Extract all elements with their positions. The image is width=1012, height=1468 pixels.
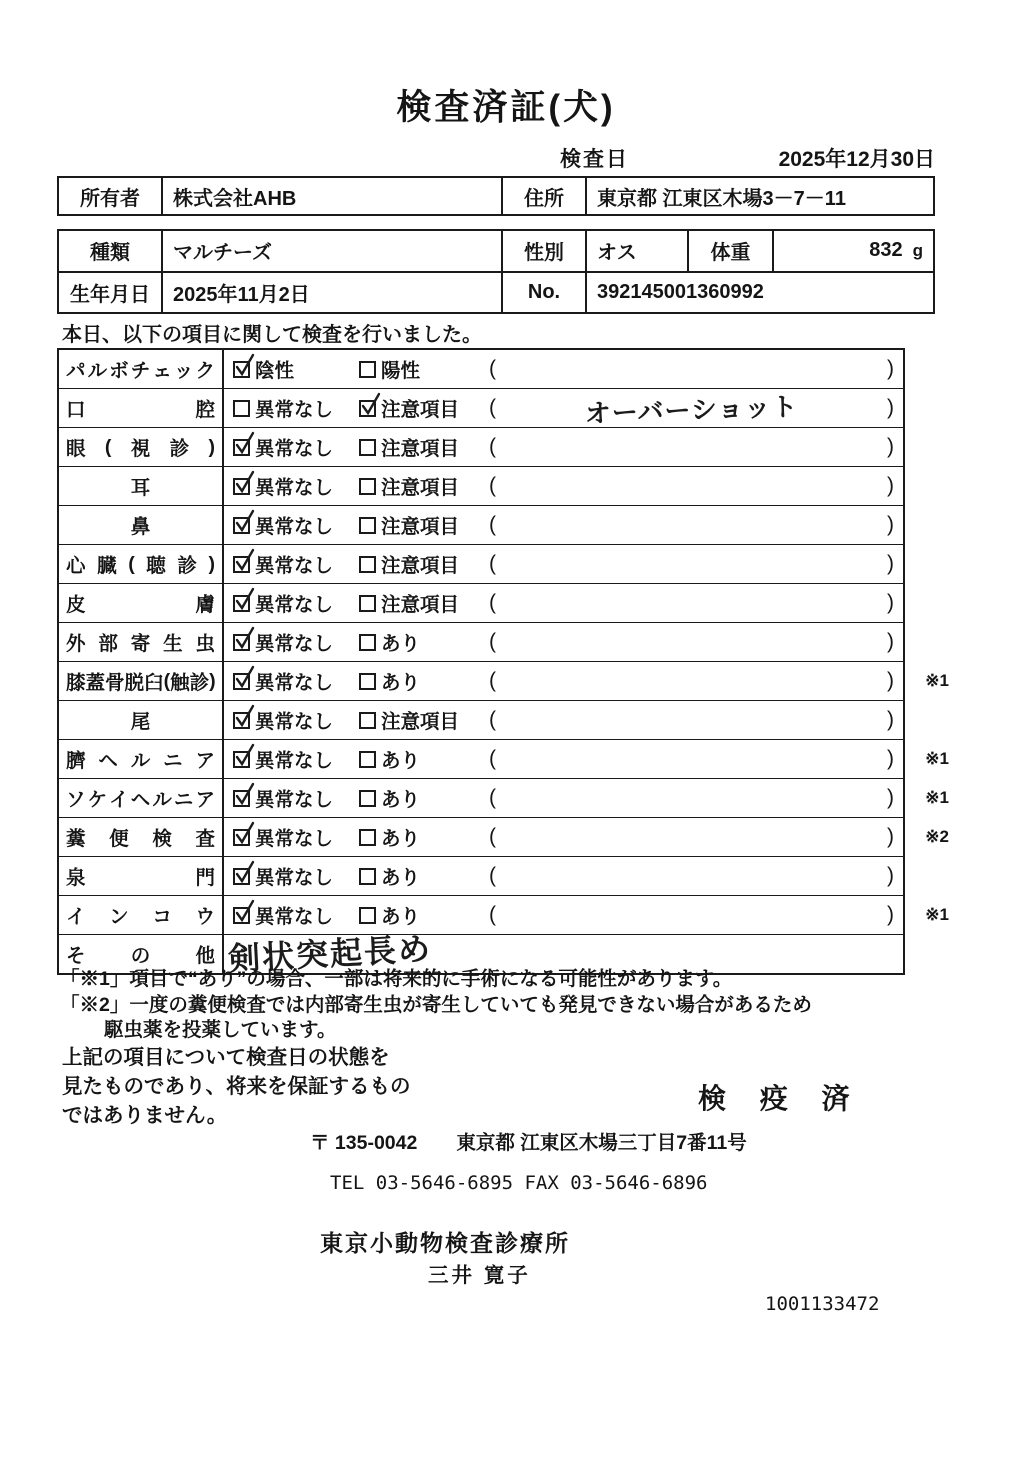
checkbox-unchecked: [359, 634, 376, 651]
option-label: 異常なし: [255, 633, 334, 655]
footnote-1: 「※1」項目で“あり”の場合、一部は将来的に手術になる可能性があります。: [60, 968, 733, 990]
option-group: [359, 745, 489, 773]
checkbox-unchecked: [359, 595, 376, 612]
checkbox-checked: [233, 361, 250, 378]
footnote-ref: ※1: [925, 749, 949, 768]
exam-item-result: [224, 506, 903, 544]
paren-close: ): [887, 747, 894, 770]
paren-open: (: [489, 747, 496, 770]
paren-open: (: [489, 786, 496, 809]
option-group: [359, 706, 489, 734]
handwritten-note: オーバーショット: [584, 390, 799, 429]
option-label: 異常なし: [255, 399, 334, 421]
exam-item-label: そ の 他: [59, 935, 224, 973]
disclaimer-line-3: ではありません。: [62, 1104, 228, 1128]
exam-row: [59, 700, 903, 739]
exam-row: [59, 817, 949, 856]
exam-row: [59, 466, 903, 505]
examiner-name: 三井 寛子: [428, 1264, 531, 1287]
option-group: [224, 862, 359, 890]
quarantine-stamp: 検 疫 済: [698, 1083, 863, 1114]
exam-item-label: 口 腔: [59, 389, 224, 427]
checkmark-icon: [233, 625, 257, 653]
checkbox-checked: [359, 400, 376, 417]
option-label: 異常なし: [255, 594, 334, 616]
option-group: [224, 745, 359, 773]
paren-close: ): [887, 396, 894, 419]
checkbox-unchecked: [359, 556, 376, 573]
paren-open: (: [489, 357, 496, 380]
intro-line: 本日、以下の項目に関して検査を行いました。: [62, 324, 482, 346]
option-group: [359, 862, 489, 890]
exam-item-result: [224, 818, 903, 856]
sex-value: オス: [585, 231, 687, 271]
exam-item-label: 糞 便 検 査: [59, 818, 224, 856]
breed-value: マルチーズ: [161, 231, 501, 271]
weight-number: 832: [869, 239, 903, 262]
checkbox-checked: [233, 595, 250, 612]
option-group: [224, 589, 359, 617]
paren-close: ): [887, 591, 894, 614]
paren-close: ): [887, 903, 894, 926]
exam-row: [59, 505, 903, 544]
paren-open: (: [489, 591, 496, 614]
exam-item-label: 泉 門: [59, 857, 224, 895]
checkbox-unchecked: [359, 829, 376, 846]
exam-item-result: [224, 623, 903, 661]
option-group: [224, 550, 359, 578]
exam-item-label: ソ ケ イ ヘ ル ニ ア: [59, 779, 224, 817]
option-group: [224, 433, 359, 461]
exam-item-result: [224, 428, 903, 466]
option-label: あり: [381, 867, 421, 889]
option-label: あり: [381, 906, 421, 928]
option-label: 異常なし: [255, 516, 334, 538]
birth-value: 2025年11月2日: [161, 273, 501, 313]
checkmark-icon: [233, 508, 257, 536]
checkbox-unchecked: [359, 439, 376, 456]
clinic-postal-address: 〒 135-0042 東京都 江東区木場三丁目7番11号: [310, 1132, 747, 1154]
checkmark-icon: [233, 820, 257, 848]
paren-close: ): [887, 630, 894, 653]
paren-open: (: [489, 903, 496, 926]
exam-item-result: [224, 779, 903, 817]
paren-open: (: [489, 435, 496, 458]
document-serial: 1001133472: [765, 1293, 880, 1315]
owner-label: 所有者: [80, 187, 140, 210]
clinic-name: 東京小動物検査診療所: [320, 1230, 570, 1256]
no-value: 392145001360992: [585, 273, 933, 313]
option-group: [359, 511, 489, 539]
handwritten-note: 剣状突起長め: [227, 930, 433, 978]
paren-close: ): [887, 825, 894, 848]
option-group: [359, 472, 489, 500]
exam-item-result: [224, 896, 903, 934]
exam-item-label: 外 部 寄 生 虫: [59, 623, 224, 661]
checkmark-icon: [233, 352, 257, 380]
option-label: 注意項目: [381, 399, 460, 421]
option-label: 異常なし: [255, 711, 334, 733]
option-group: [224, 784, 359, 812]
checkbox-checked: [233, 673, 250, 690]
no-label: No.: [501, 273, 585, 313]
option-group: [359, 589, 489, 617]
owner-table: [57, 176, 935, 216]
paren-open: (: [489, 864, 496, 887]
info-table: [57, 229, 935, 314]
paren-close: ): [887, 435, 894, 458]
paren-open: (: [489, 552, 496, 575]
owner-row: [59, 178, 933, 214]
checkbox-unchecked: [359, 517, 376, 534]
footnote-2: 「※2」一度の糞便検査では内部寄生虫が寄生していても発見できない場合があるため: [60, 994, 812, 1016]
exam-item-label: 膝 蓋 骨 脱 臼 ( 触 診 ): [59, 662, 224, 700]
option-group: [359, 901, 489, 929]
checkmark-icon: [233, 859, 257, 887]
footnote-ref: ※2: [925, 827, 949, 846]
option-label: 注意項目: [381, 594, 460, 616]
exam-item-result: [224, 350, 903, 388]
paren-close: ): [887, 357, 894, 380]
birth-row: [59, 271, 933, 313]
disclaimer-line-1: 上記の項目について検査日の状態を: [62, 1046, 390, 1069]
address-value: 東京都 江東区木場3－7－11: [585, 178, 933, 214]
checkbox-unchecked: [359, 868, 376, 885]
option-group: [224, 394, 359, 422]
checkbox-checked: [233, 712, 250, 729]
option-label: 陽性: [381, 360, 421, 382]
checkbox-unchecked: [359, 673, 376, 690]
option-group: [224, 472, 359, 500]
option-label: 陰性: [255, 360, 295, 382]
sex-label: 性別: [501, 231, 585, 271]
checkmark-icon: [233, 898, 257, 926]
option-label: 注意項目: [381, 438, 460, 460]
exam-item-label: 臍 ヘ ル ニ ア: [59, 740, 224, 778]
checkmark-icon: [233, 703, 257, 731]
exam-row: [59, 778, 949, 817]
checkbox-checked: [233, 751, 250, 768]
exam-item-label: パ ル ボ チ ェ ッ ク: [59, 350, 224, 388]
paren-open: (: [489, 630, 496, 653]
paren-open: (: [489, 513, 496, 536]
footnote-ref: ※1: [925, 905, 949, 924]
option-group: [359, 394, 489, 422]
option-label: 異常なし: [255, 867, 334, 889]
checkbox-unchecked: [233, 400, 250, 417]
disclaimer-line-2: 見たものであり、将来を保証するもの: [62, 1075, 411, 1099]
exam-item-label: 鼻: [59, 506, 224, 544]
exam-item-result: [224, 701, 903, 739]
checkmark-icon: [359, 391, 383, 419]
option-group: [224, 823, 359, 851]
address-label: 住所: [501, 178, 585, 214]
exam-item-result: [224, 662, 903, 700]
footnote-3: 駆虫薬を投薬しています。: [104, 1019, 337, 1041]
paren-close: ): [887, 513, 894, 536]
weight-label: 体重: [687, 231, 772, 271]
checkmark-icon: [233, 430, 257, 458]
option-group: [359, 355, 489, 383]
checkbox-checked: [233, 829, 250, 846]
option-group: [224, 901, 359, 929]
checkbox-unchecked: [359, 361, 376, 378]
breed-label: 種類: [90, 242, 130, 265]
exam-row: [59, 350, 903, 388]
option-group: [359, 433, 489, 461]
checkmark-icon: [233, 586, 257, 614]
birth-label: 生年月日: [70, 283, 150, 306]
footnote-ref: ※1: [925, 788, 949, 807]
option-label: 異常なし: [255, 906, 334, 928]
option-group: [359, 667, 489, 695]
option-label: 注意項目: [381, 711, 460, 733]
checkbox-checked: [233, 790, 250, 807]
exam-item-result: [224, 545, 903, 583]
option-label: あり: [381, 828, 421, 850]
breed-row: [59, 231, 933, 271]
option-group: [224, 355, 359, 383]
exam-row: [59, 856, 903, 895]
exam-row: [59, 388, 903, 427]
option-group: [359, 628, 489, 656]
option-label: 注意項目: [381, 516, 460, 538]
exam-item-result: [224, 584, 903, 622]
weight-unit: g: [912, 240, 923, 260]
paren-open: (: [489, 474, 496, 497]
paren-open: (: [489, 669, 496, 692]
paren-close: ): [887, 786, 894, 809]
option-group: [359, 784, 489, 812]
checkbox-unchecked: [359, 907, 376, 924]
checkbox-checked: [233, 439, 250, 456]
checkbox-checked: [233, 907, 250, 924]
exam-item-label: 尾: [59, 701, 224, 739]
paren-close: ): [887, 474, 894, 497]
exam-item-result: [224, 740, 903, 778]
option-label: 注意項目: [381, 477, 460, 499]
checkbox-checked: [233, 478, 250, 495]
option-group: [359, 823, 489, 851]
paren-close: ): [887, 669, 894, 692]
option-group: [224, 667, 359, 695]
exam-item-label: イ ン コ ウ: [59, 896, 224, 934]
option-group: [224, 511, 359, 539]
option-group: [224, 706, 359, 734]
exam-table: [57, 348, 949, 978]
inspection-date-label: 検査日: [560, 148, 629, 171]
exam-row: [59, 895, 949, 934]
exam-row: [59, 622, 903, 661]
exam-item-label: 心 臓 ( 聴 診 ): [59, 545, 224, 583]
checkbox-unchecked: [359, 478, 376, 495]
paren-open: (: [489, 708, 496, 731]
exam-row: [59, 427, 903, 466]
checkmark-icon: [233, 664, 257, 692]
option-label: 注意項目: [381, 555, 460, 577]
paren-open: (: [489, 396, 496, 419]
exam-item-label: 眼 ( 視 診 ): [59, 428, 224, 466]
checkmark-icon: [233, 742, 257, 770]
checkmark-icon: [233, 547, 257, 575]
paren-close: ): [887, 864, 894, 887]
owner-value: 株式会社AHB: [161, 178, 501, 214]
checkbox-unchecked: [359, 712, 376, 729]
option-label: 異常なし: [255, 477, 334, 499]
option-group: [224, 628, 359, 656]
page-title: 検査済証(犬): [396, 88, 616, 127]
option-label: 異常なし: [255, 555, 334, 577]
inspection-date-value: 2025年12月30日: [778, 148, 935, 171]
footnote-ref: ※1: [925, 671, 949, 690]
option-label: あり: [381, 789, 421, 811]
weight-value: [772, 231, 933, 271]
checkmark-icon: [233, 469, 257, 497]
paren-close: ): [887, 552, 894, 575]
exam-item-label: 皮 膚: [59, 584, 224, 622]
checkbox-unchecked: [359, 790, 376, 807]
exam-item-result: [224, 389, 903, 427]
option-group: [359, 550, 489, 578]
option-label: あり: [381, 750, 421, 772]
exam-item-result: [224, 467, 903, 505]
checkbox-checked: [233, 868, 250, 885]
checkmark-icon: [233, 781, 257, 809]
option-label: 異常なし: [255, 438, 334, 460]
exam-item-result: [224, 857, 903, 895]
option-label: 異常なし: [255, 672, 334, 694]
exam-row: [59, 739, 949, 778]
option-label: あり: [381, 633, 421, 655]
exam-row: [59, 583, 903, 622]
checkbox-checked: [233, 517, 250, 534]
option-label: 異常なし: [255, 789, 334, 811]
exam-row: [59, 661, 949, 700]
checkbox-checked: [233, 556, 250, 573]
checkbox-unchecked: [359, 751, 376, 768]
checkbox-checked: [233, 634, 250, 651]
exam-row: [59, 544, 903, 583]
clinic-tel-fax: TEL 03-5646-6895 FAX 03-5646-6896: [330, 1172, 708, 1194]
disclaimer-text: [62, 1043, 482, 1130]
option-label: 異常なし: [255, 750, 334, 772]
option-label: 異常なし: [255, 828, 334, 850]
paren-open: (: [489, 825, 496, 848]
option-label: あり: [381, 672, 421, 694]
paren-close: ): [887, 708, 894, 731]
exam-item-label: 耳: [59, 467, 224, 505]
